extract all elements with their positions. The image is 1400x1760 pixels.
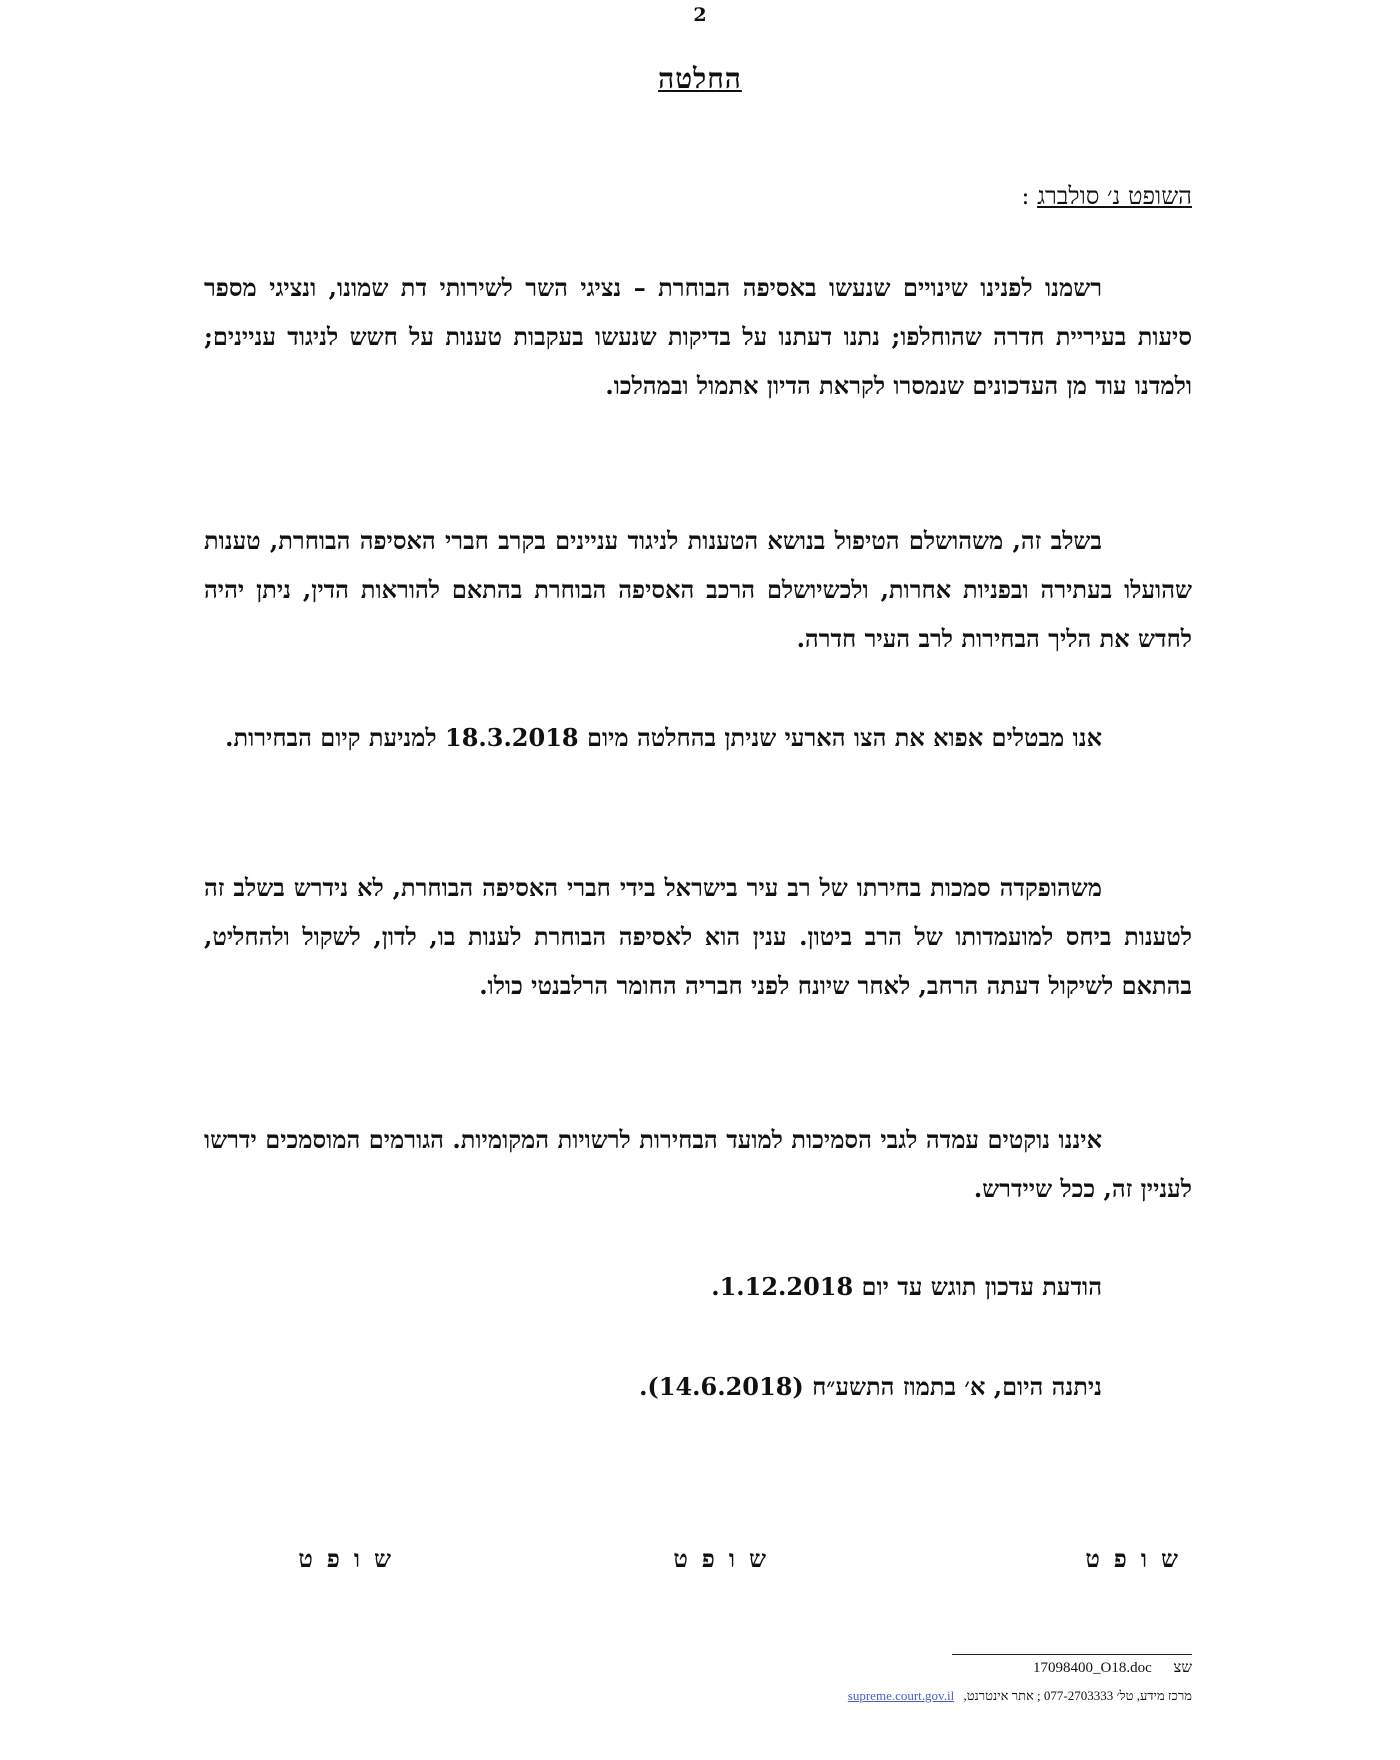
paragraph-current-stage: בשלב זה, משהושלם הטיפול בנושא הטענות לניגוד עניינים בקרב חברי האסיפה הבוחרת, טענות שהועלו בעתירה ובפניות אחרות, ולכשיושלם הרכב האסיפה הבוחרת בהתאם להוראות הדין, ניתן יהיה לחדש את הליך הבחירות לרב העיר חדרה. [204, 526, 1192, 653]
paragraph-cancel-order: אנו מבטלים אפוא את הצו הארעי שניתן בהחלטה מיום 18.3.2018 למניעת קיום הבחירות. [225, 723, 1102, 752]
contact-text: מרכז מידע, טל׳ 077-2703333 ; אתר אינטרנט, [963, 1688, 1192, 1703]
footer-file-reference [1033, 1660, 1192, 1677]
judge-name: השופט נ׳ סולברג [1037, 182, 1192, 210]
footer-contact [848, 1688, 1192, 1704]
file-code: 17098400_O18.doc [1033, 1660, 1152, 1676]
file-code-suffix: שצ [1173, 1660, 1192, 1676]
footer-divider [952, 1654, 1192, 1655]
judge-signature: שופט [1085, 1544, 1192, 1573]
judge-signature: שופט [298, 1544, 405, 1573]
paragraph-update-notice: הודעת עדכון תוגש עד יום 1.12.2018. [711, 1272, 1102, 1301]
website-link[interactable]: supreme.court.gov.il [847, 1688, 955, 1703]
judge-heading-colon: : [1021, 182, 1038, 210]
page-number: 2 [693, 4, 707, 26]
judge-signature: שופט [673, 1544, 780, 1573]
signatures-row [0, 1544, 1400, 1584]
document-title: החלטה [658, 62, 742, 95]
paragraph-given-date: ניתנה היום, א׳ בתמוז התשע״ח (14.6.2018). [639, 1372, 1102, 1401]
paragraph-local-elections: איננו נוקטים עמדה לגבי הסמיכות למועד הבחירות לרשויות המקומיות. הגורמים המוסמכים ידרשו לעניין זה, ככל שיידרש. [204, 1125, 1192, 1203]
paragraph-changes: רשמנו לפנינו שינויים שנעשו באסיפה הבוחרת – נציגי השר לשירותי דת שמונו, ונציגי מספר סיעות בעיריית חדרה שהוחלפו; נתנו דעתנו על בדיקות שנעשו בעקבות טענות על חשש לניגוד עניינים; ולמדנו עוד מן העדכונים שנמסרו לקראת הדיון אתמול ובמהלכו. [204, 273, 1192, 400]
judge-heading [1021, 182, 1192, 211]
paragraph-authority: משהופקדה סמכות בחירתו של רב עיר בישראל בידי חברי האסיפה הבוחרת, לא נידרש בשלב זה לטענות ביחס למועמדותו של הרב ביטון. ענין הוא לאסיפה הבוחרת לענות בו, לדון, לשקול ולהחליט, בהתאם לשיקול דעתה הרחב, לאחר שיונח לפני חבריה החומר הרלבנטי כולו. [204, 873, 1192, 1000]
